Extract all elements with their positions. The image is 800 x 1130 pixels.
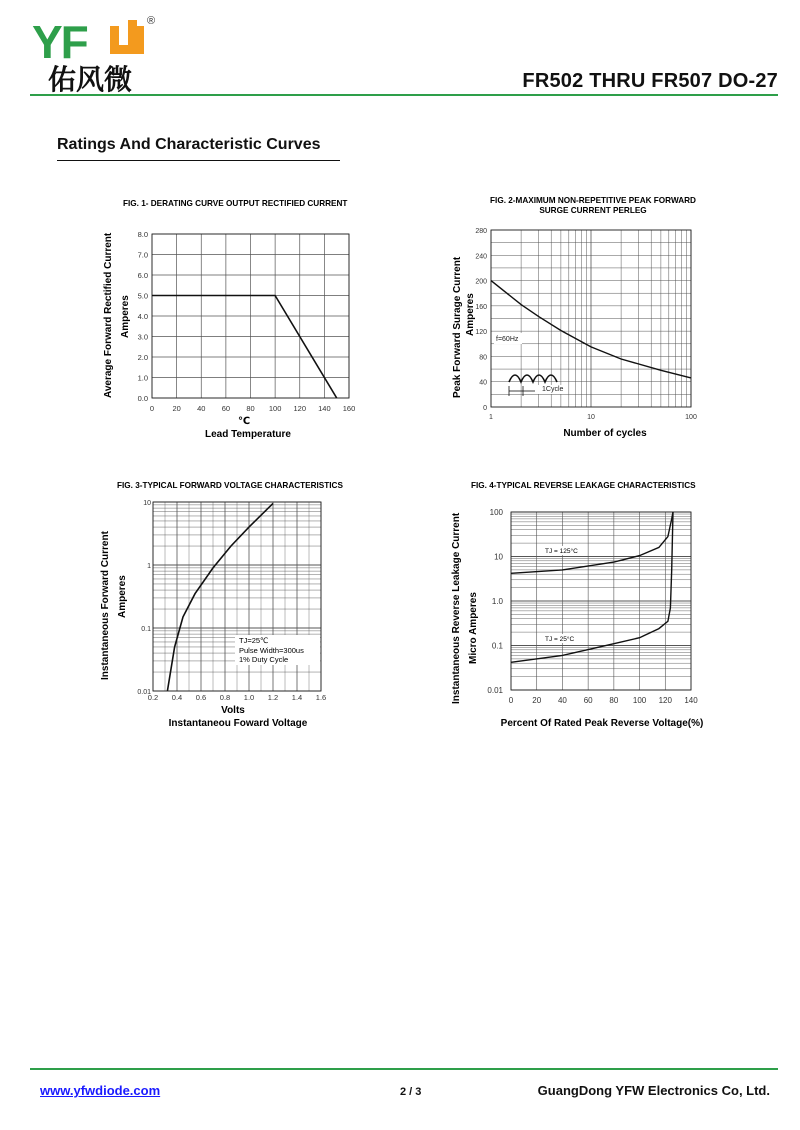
fig2-xticks — [489, 414, 697, 421]
website-link[interactable]: www.yfwdiode.com — [40, 1083, 161, 1098]
fig4-reverse-leakage — [445, 472, 765, 734]
fig3-xtick-label: 0.4 — [171, 693, 183, 702]
fig2-xtick-label: 1 — [489, 414, 493, 421]
fig4-ylabel-line1: Instantaneous Reverse Leakage Current — [451, 512, 462, 704]
fig4-xtick-label: 40 — [557, 696, 567, 705]
fig3-ylabel — [100, 530, 128, 680]
fig2-ytick-label: 120 — [475, 329, 487, 337]
fig3-annotation-pulse: Pulse Width=300us — [239, 646, 304, 655]
logo-w-mark — [110, 20, 144, 54]
fig2-ylabel-line2: Amperes — [465, 293, 476, 336]
fig1-xlabel: Lead Temperature — [205, 429, 291, 440]
fig3-xticks — [148, 693, 326, 702]
fig3-xtick-label: 1.0 — [243, 693, 255, 702]
fig4-xtick-label: 0 — [508, 696, 514, 705]
fig4-xtick-label: 60 — [583, 696, 593, 705]
fig3-annotation-duty: 1% Duty Cycle — [239, 655, 289, 664]
section-title: Ratings And Characteristic Curves — [57, 136, 321, 153]
fig3-yticks — [137, 500, 151, 696]
section-underline — [57, 160, 340, 161]
fig1-xtick-label: 60 — [221, 404, 231, 413]
fig1-ylabel-line2: Amperes — [120, 295, 131, 338]
fig3-xunit: Volts — [221, 705, 245, 716]
fig1-xtick-label: 140 — [318, 404, 331, 413]
fig1-ytick-label: 2.0 — [137, 353, 148, 362]
logo-reg-mark: ® — [147, 15, 156, 27]
fig2-ytick-label: 280 — [475, 228, 487, 235]
fig2-ytick-label: 40 — [479, 379, 487, 387]
fig3-annotation-tj: TJ=25℃ — [239, 636, 269, 645]
fig2-xtick-label: 10 — [587, 414, 595, 421]
fig2-cycle-waveform — [509, 375, 557, 382]
company-name: GuangDong YFW Electronics Co, Ltd. — [537, 1083, 770, 1098]
fig1-title: FIG. 1- DERATING CURVE OUTPUT RECTIFIED CURRENT — [123, 199, 348, 208]
logo-chinese: 佑风微 — [48, 63, 133, 94]
fig3-ylabel-line1: Instantaneous Forward Current — [100, 531, 111, 680]
fig4-yticks — [487, 508, 503, 695]
fig3-title: FIG. 3-TYPICAL FORWARD VOLTAGE CHARACTERISTICS — [117, 481, 343, 490]
fig1-ytick-label: 3.0 — [137, 332, 148, 342]
fig2-ytick-label: 80 — [479, 354, 487, 362]
fig2-title-line1: FIG. 2-MAXIMUM NON-REPETITIVE PEAK FORWARD — [490, 196, 696, 205]
fig3-ytick-label: 1 — [147, 563, 151, 570]
fig4-ylabel-line2: Micro Amperes — [468, 592, 479, 664]
fig4-xtick-label: 140 — [684, 696, 698, 705]
fig4-ytick-label: 1.0 — [491, 597, 503, 606]
fig1-xunit: ℃ — [237, 416, 251, 427]
fig1-ytick-label: 6.0 — [137, 271, 148, 280]
fig1-xtick-label: 0 — [149, 404, 155, 413]
fig4-ytick-label: 10 — [494, 552, 503, 562]
fig1-ytick-label: 1.0 — [137, 373, 148, 383]
fig1-ytick-label: 5.0 — [137, 291, 148, 301]
fig3-ytick-label: 0.1 — [141, 626, 151, 633]
fig1-xtick-label: 160 — [342, 404, 356, 413]
fig4-ytick-label: 0.01 — [487, 686, 503, 695]
fig1-grid — [152, 234, 349, 398]
fig4-xtick-label: 80 — [609, 696, 619, 705]
fig2-ytick-label: 240 — [475, 253, 487, 261]
fig1-xtick-label: 20 — [172, 404, 181, 413]
header-rule — [30, 94, 778, 96]
model-title: FR502 THRU FR507 DO-27 — [522, 70, 778, 92]
fig1-ytick-label: 4.0 — [137, 312, 148, 321]
footer-rule — [30, 1068, 778, 1070]
fig1-xtick-label: 40 — [197, 404, 206, 413]
fig2-ylabel-line1: Peak Forward Surage Current — [452, 256, 463, 398]
fig4-xtick-label: 20 — [532, 696, 542, 705]
fig4-series-tj25 — [511, 512, 673, 662]
fig4-xtick-label: 120 — [658, 696, 672, 705]
fig3-ytick-label: 10 — [143, 500, 151, 507]
fig2-title-line2: SURGE CURRENT PERLEG — [539, 206, 647, 215]
fig3-xtick-label: 0.2 — [147, 693, 159, 702]
fig1-ytick-label: 7.0 — [137, 250, 148, 260]
fig3-xtick-label: 1.4 — [291, 693, 303, 702]
logo-letters-yf: YF — [32, 16, 87, 68]
fig1-derating-curve — [95, 190, 395, 450]
fig3-xtick-label: 0.6 — [195, 693, 207, 702]
fig2-yticks — [475, 228, 487, 412]
fig3-xtick-label: 1.6 — [315, 693, 327, 702]
fig2-annotation-cycle: 1Cycle — [542, 386, 564, 393]
fig3-forward-voltage — [95, 472, 395, 734]
fig4-series-tj125 — [511, 512, 673, 573]
fig1-xtick-label: 120 — [293, 404, 307, 413]
fig1-yticks — [138, 230, 148, 403]
fig4-title: FIG. 4-TYPICAL REVERSE LEAKAGE CHARACTERISTICS — [471, 481, 696, 490]
fig3-ytick-label: 0.01 — [137, 689, 151, 696]
fig3-xtick-label: 1.2 — [267, 693, 279, 702]
fig4-annotation-tj25: TJ = 25°C — [545, 636, 575, 643]
fig2-xlabel: Number of cycles — [563, 428, 647, 439]
fig3-ylabel-line2: Amperes — [117, 575, 128, 618]
fig1-xtick-label: 100 — [268, 404, 282, 413]
fig2-annotation-freq: f=60Hz — [496, 336, 519, 343]
fig4-xlabel: Percent Of Rated Peak Reverse Voltage(%) — [500, 718, 704, 729]
fig3-xtick-label: 0.8 — [219, 693, 231, 702]
fig2-surge-current — [445, 190, 765, 450]
fig2-ytick-label: 200 — [475, 278, 487, 286]
fig4-ylabel — [451, 512, 479, 704]
company-logo — [30, 12, 170, 94]
fig2-ylabel — [452, 256, 476, 398]
fig1-xticks — [150, 404, 355, 413]
fig4-xticks — [509, 696, 698, 705]
fig2-ytick-label: 160 — [475, 303, 487, 311]
fig1-xtick-label: 80 — [246, 404, 255, 413]
fig4-grid — [511, 512, 691, 690]
fig1-ylabel-line1: Average Forward Rectified Current — [103, 232, 114, 398]
fig1-series-line — [152, 296, 337, 399]
fig1-ytick-label: 8.0 — [137, 230, 148, 239]
fig4-annotation-tj125: TJ = 125°C — [545, 548, 578, 555]
fig1-ylabel — [103, 232, 131, 398]
fig4-ytick-label: 100 — [489, 508, 503, 517]
fig2-ytick-label: 0 — [483, 405, 487, 412]
page-number: 2 / 3 — [400, 1086, 422, 1098]
fig1-ytick-label: 0.0 — [137, 394, 148, 403]
fig4-ytick-label: 0.1 — [491, 641, 503, 651]
fig3-xlabel: Instantaneou Foward Voltage — [168, 718, 308, 729]
fig4-xtick-label: 100 — [632, 696, 647, 705]
fig2-xtick-label: 100 — [685, 414, 697, 421]
